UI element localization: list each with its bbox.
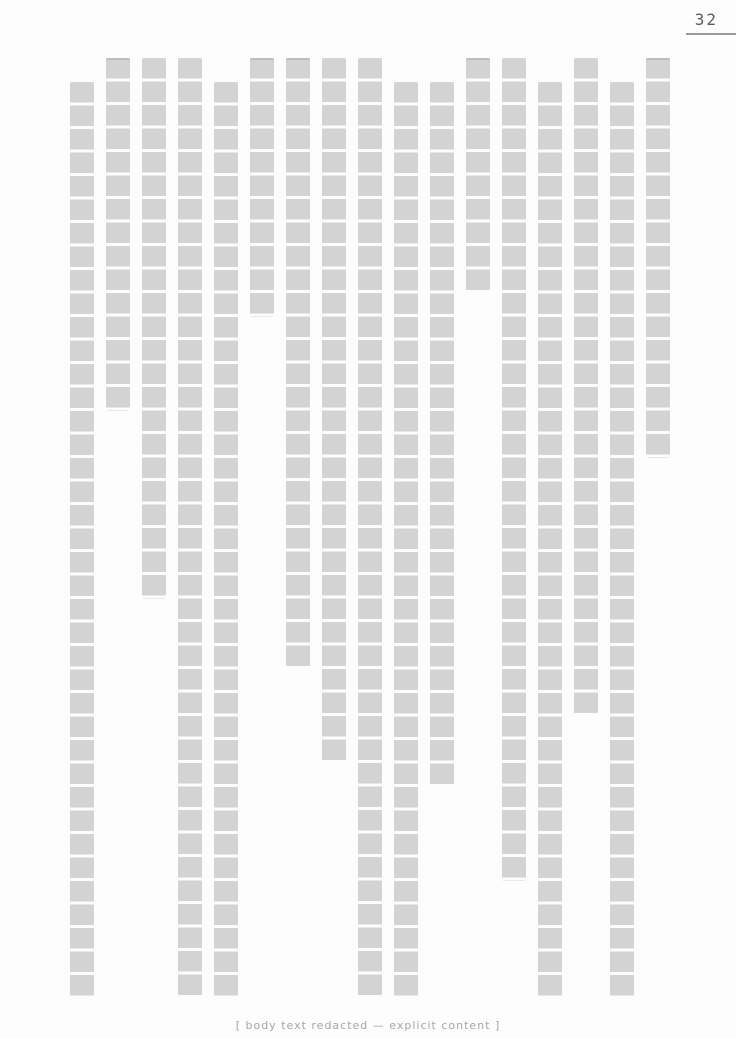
redaction-notice: [ body text redacted — explicit content ] [235,1019,501,1032]
redacted-text-line [466,58,490,293]
redacted-text-line [178,58,202,998]
redacted-text-line [610,82,634,999]
redacted-text-line [502,58,526,881]
page-number: 32 [694,10,718,29]
redacted-text-line [646,58,670,458]
redacted-text-line [538,82,562,999]
redacted-text-line [214,82,238,999]
redacted-text-line [574,58,598,716]
redacted-text-line [70,82,94,999]
redacted-text-line [250,58,274,317]
redacted-text-line [286,58,310,669]
redacted-text-line [358,58,382,998]
redacted-text-line [142,58,166,599]
page-text [70,58,670,1010]
redacted-text-line [322,58,346,763]
redacted-text-line [106,58,130,411]
page-number-rule [686,33,736,35]
redacted-text-line [430,82,454,787]
redacted-text-line [394,82,418,999]
